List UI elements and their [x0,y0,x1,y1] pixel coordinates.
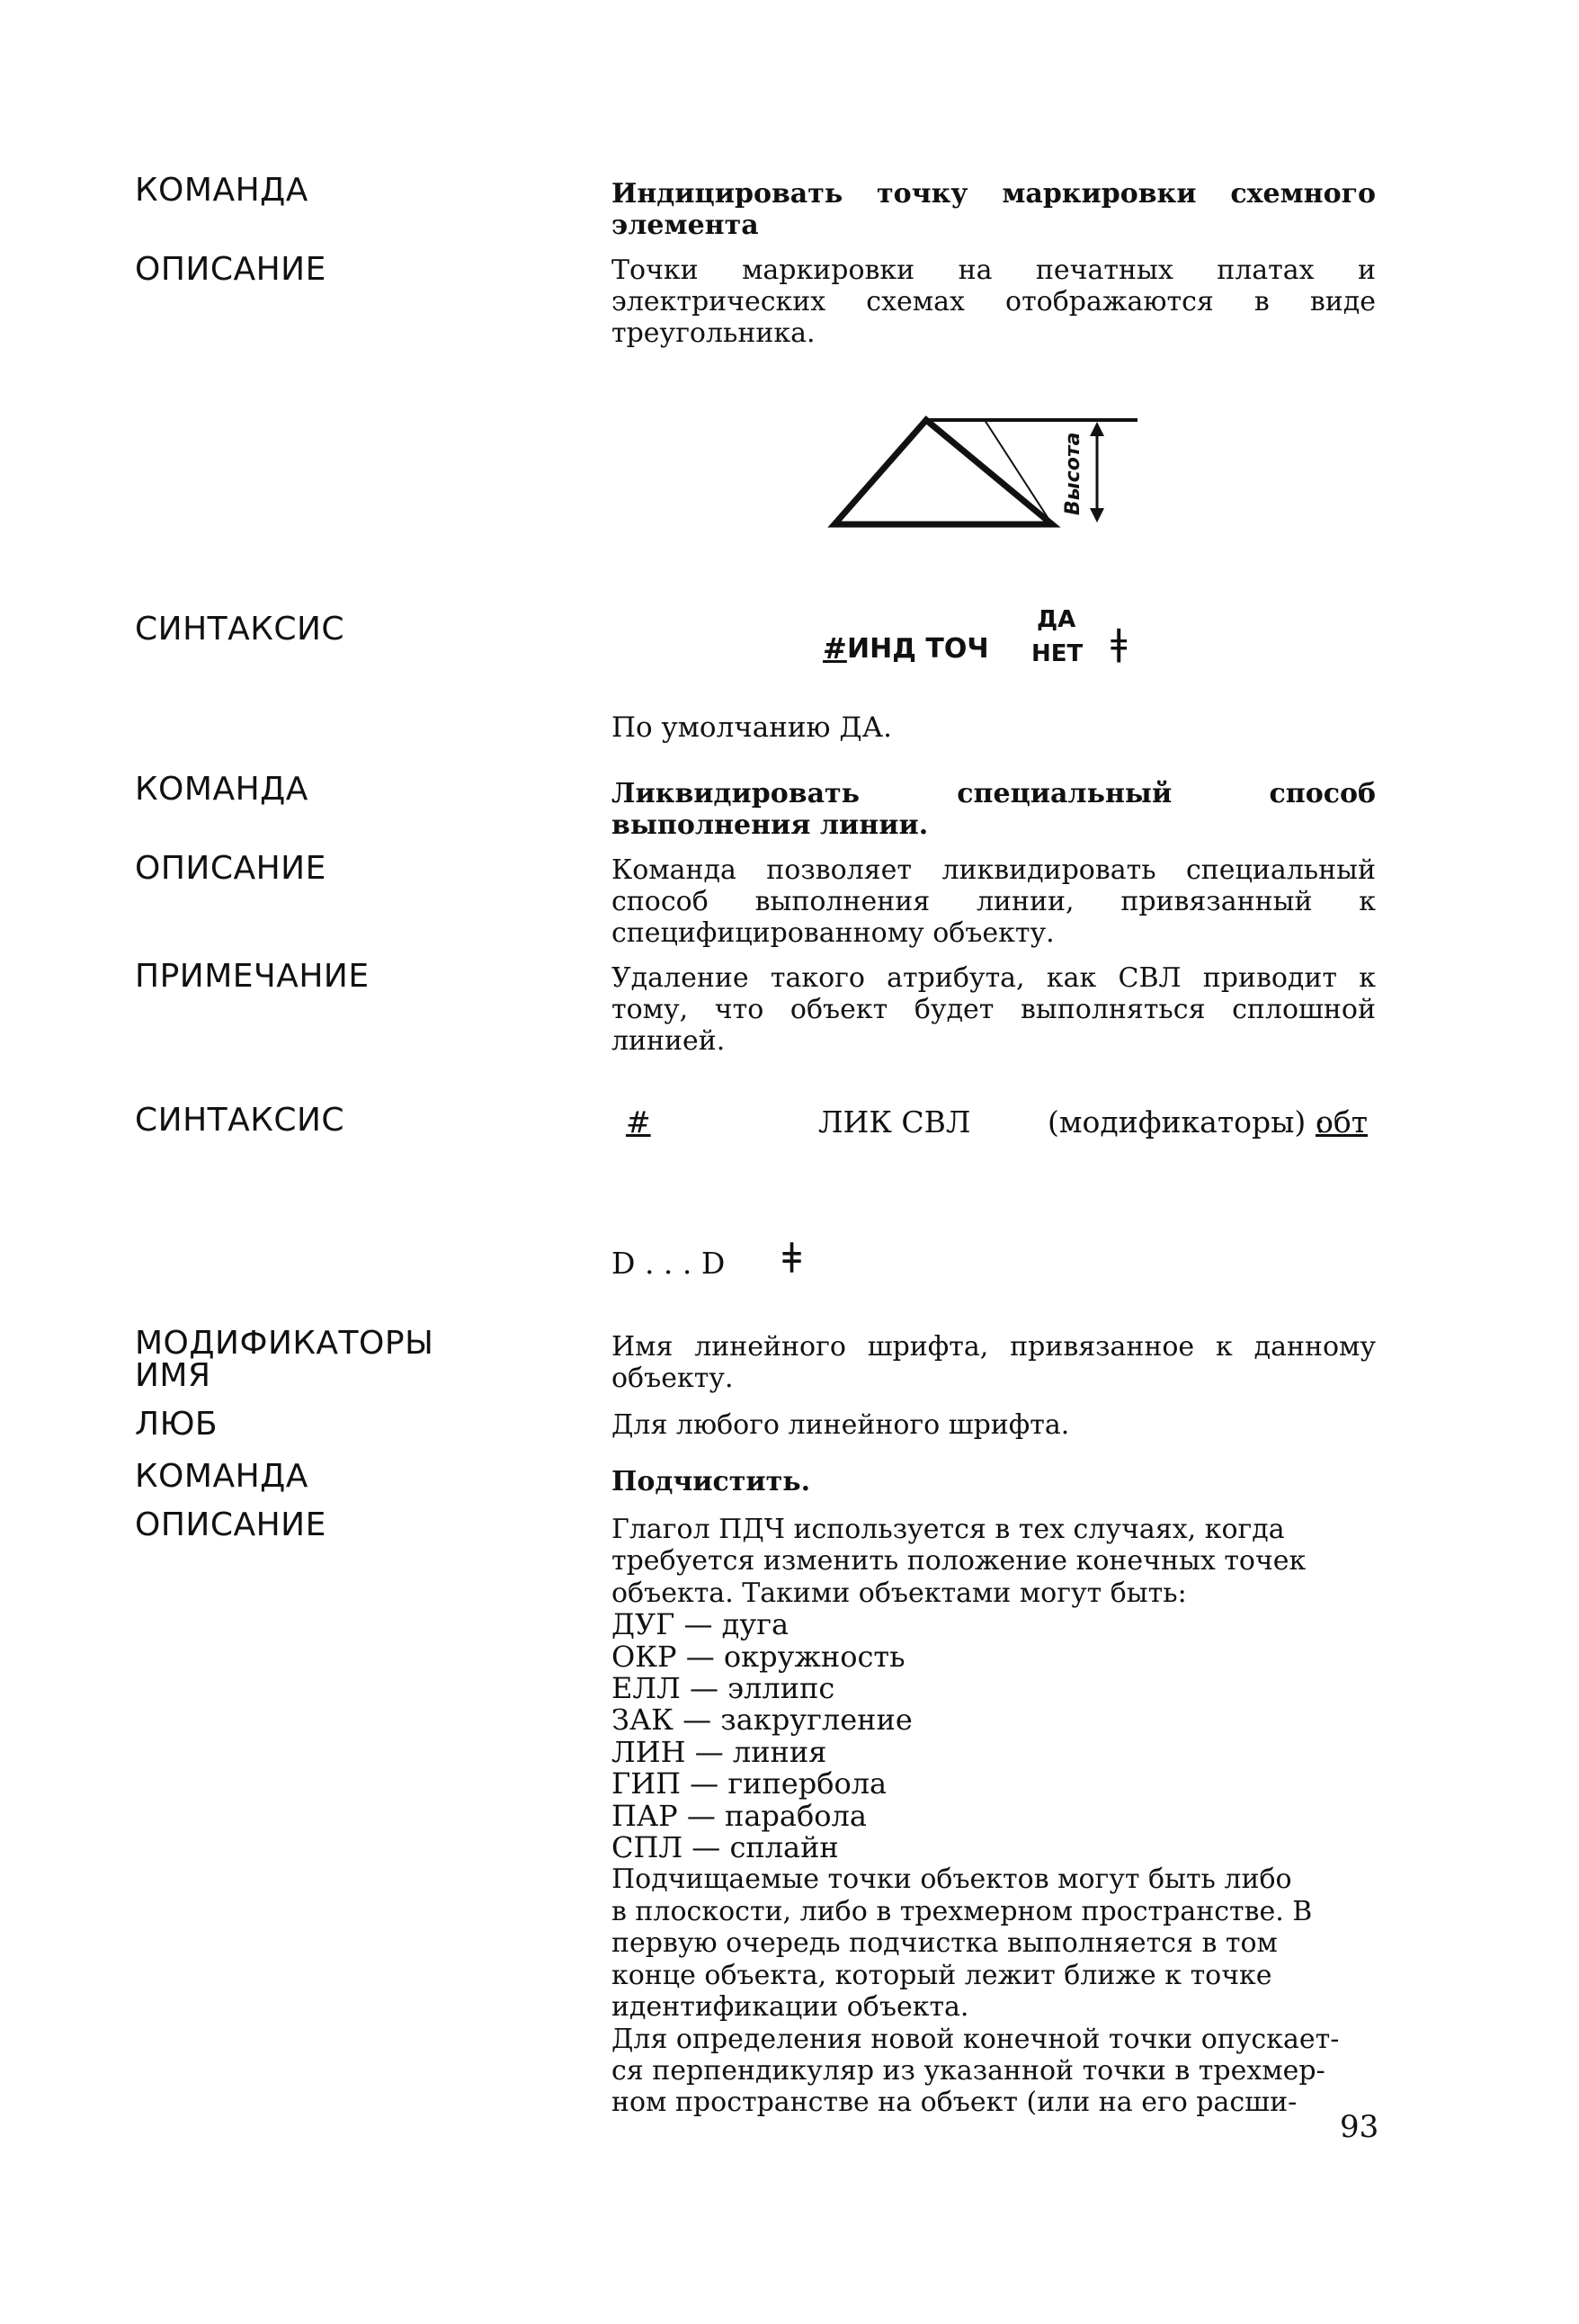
description-label-2: ОПИСАНИЕ [135,850,326,887]
syntax-command-1: ИНД ТОЧ [847,633,989,665]
paragraph2-line: первую очередь подчистка выполняется в том [611,1927,1278,1960]
note-label: ПРИМЕЧАНИЕ [135,958,370,995]
syntax-modifiers: (модификаторы) : [1048,1104,1325,1140]
mod-name-text: Имя линейного шрифта, привязанное к данному объекту. [611,1331,1376,1394]
syntax-hash-2: # [626,1104,651,1140]
command-text-3: Подчистить. [611,1466,811,1497]
description-body-3 [611,1514,1376,2119]
command-text-1: Индицировать точку маркировки схемного элемента [611,178,1376,241]
object-item: ЕЛЛ — эллипс [611,1671,835,1706]
command-label-3: КОМАНДА [135,1458,308,1495]
command-label-2: КОМАНДА [135,771,308,808]
figure-height-label: Высота [1062,432,1084,515]
description-text-1: Точки маркировки на печатных платах и электрических схемах отображаются в виде треугольника. [611,255,1376,349]
paragraph2-line: Подчищаемые точки объектов могут быть либо [611,1864,1292,1896]
command-text-2: Ликвидировать специальный способ выполнения линии. [611,778,1376,841]
syntax-command-2: ЛИК СВЛ [818,1104,971,1140]
syntax-option-no: НЕТ [1031,640,1084,667]
object-item: ЛИН — линия [611,1734,827,1769]
intro-line: объекта. Такими объектами могут быть: [611,1577,1187,1609]
page-number: 93 [1340,2109,1379,2145]
paragraph2-line: в плоскости, либо в трехмерном пространстве. В [611,1895,1313,1927]
object-item: ОКР — окружность [611,1639,905,1674]
paragraph3-line: Для определения новой конечной точки опускает- [611,2023,1340,2055]
description-label-3: ОПИСАНИЕ [135,1506,326,1543]
syntax-1 [823,601,1146,673]
mod-name-label: ИМЯ [135,1357,211,1394]
object-item: ГИП — гипербола [611,1766,888,1801]
object-item: ПАР — парабола [611,1798,867,1833]
modifiers-label: МОДИФИКАТОРЫ [135,1325,434,1362]
mod-any-label: ЛЮБ [135,1406,219,1443]
syntax-label-2: СИНТАКСИС [135,1102,345,1139]
intro-line: Глагол ПДЧ используется в тех случаях, когда [611,1514,1285,1545]
object-item: ЗАК — закругление [611,1703,913,1738]
mod-any-text: Для любого линейного шрифта. [611,1409,1070,1441]
object-item: ДУГ — дуга [611,1607,790,1642]
intro-line: требуется изменить положение конечных точек [611,1545,1307,1578]
paragraph2-line: конце объекта, который лежит ближе к точке [611,1959,1272,1991]
syntax-terminator-1: ǂ [1111,622,1128,664]
paragraph3-line: ся перпендикуляр из указанной точки в трехмер- [611,2054,1325,2087]
note-text: Удаление такого атрибута, как СВЛ приводит к тому, что объект будет выполняться сплошной линией. [611,962,1376,1057]
command-label-1: КОМАНДА [135,172,308,209]
default-text: По умолчанию ДА. [611,711,892,744]
syntax-object: обт [1316,1104,1368,1140]
object-item: СПЛ — сплайн [611,1830,839,1865]
syntax-second-line: D . . . D [611,1246,726,1281]
syntax-terminator-2: ǂ [782,1234,802,1283]
paragraph2-line: идентификации объекта. [611,1991,969,2024]
syntax-label-1: СИНТАКСИС [135,611,345,648]
marker-triangle-figure [827,409,1151,535]
paragraph3-line: ном пространстве на объект (или на его расши- [611,2087,1298,2119]
description-text-2: Команда позволяет ликвидировать специальный способ выполнения линии, привязанный к специфицированному объекту. [611,854,1376,949]
syntax-option-yes: ДА [1037,606,1076,633]
syntax-hash-1: # [823,631,847,666]
description-label-1: ОПИСАНИЕ [135,251,326,288]
